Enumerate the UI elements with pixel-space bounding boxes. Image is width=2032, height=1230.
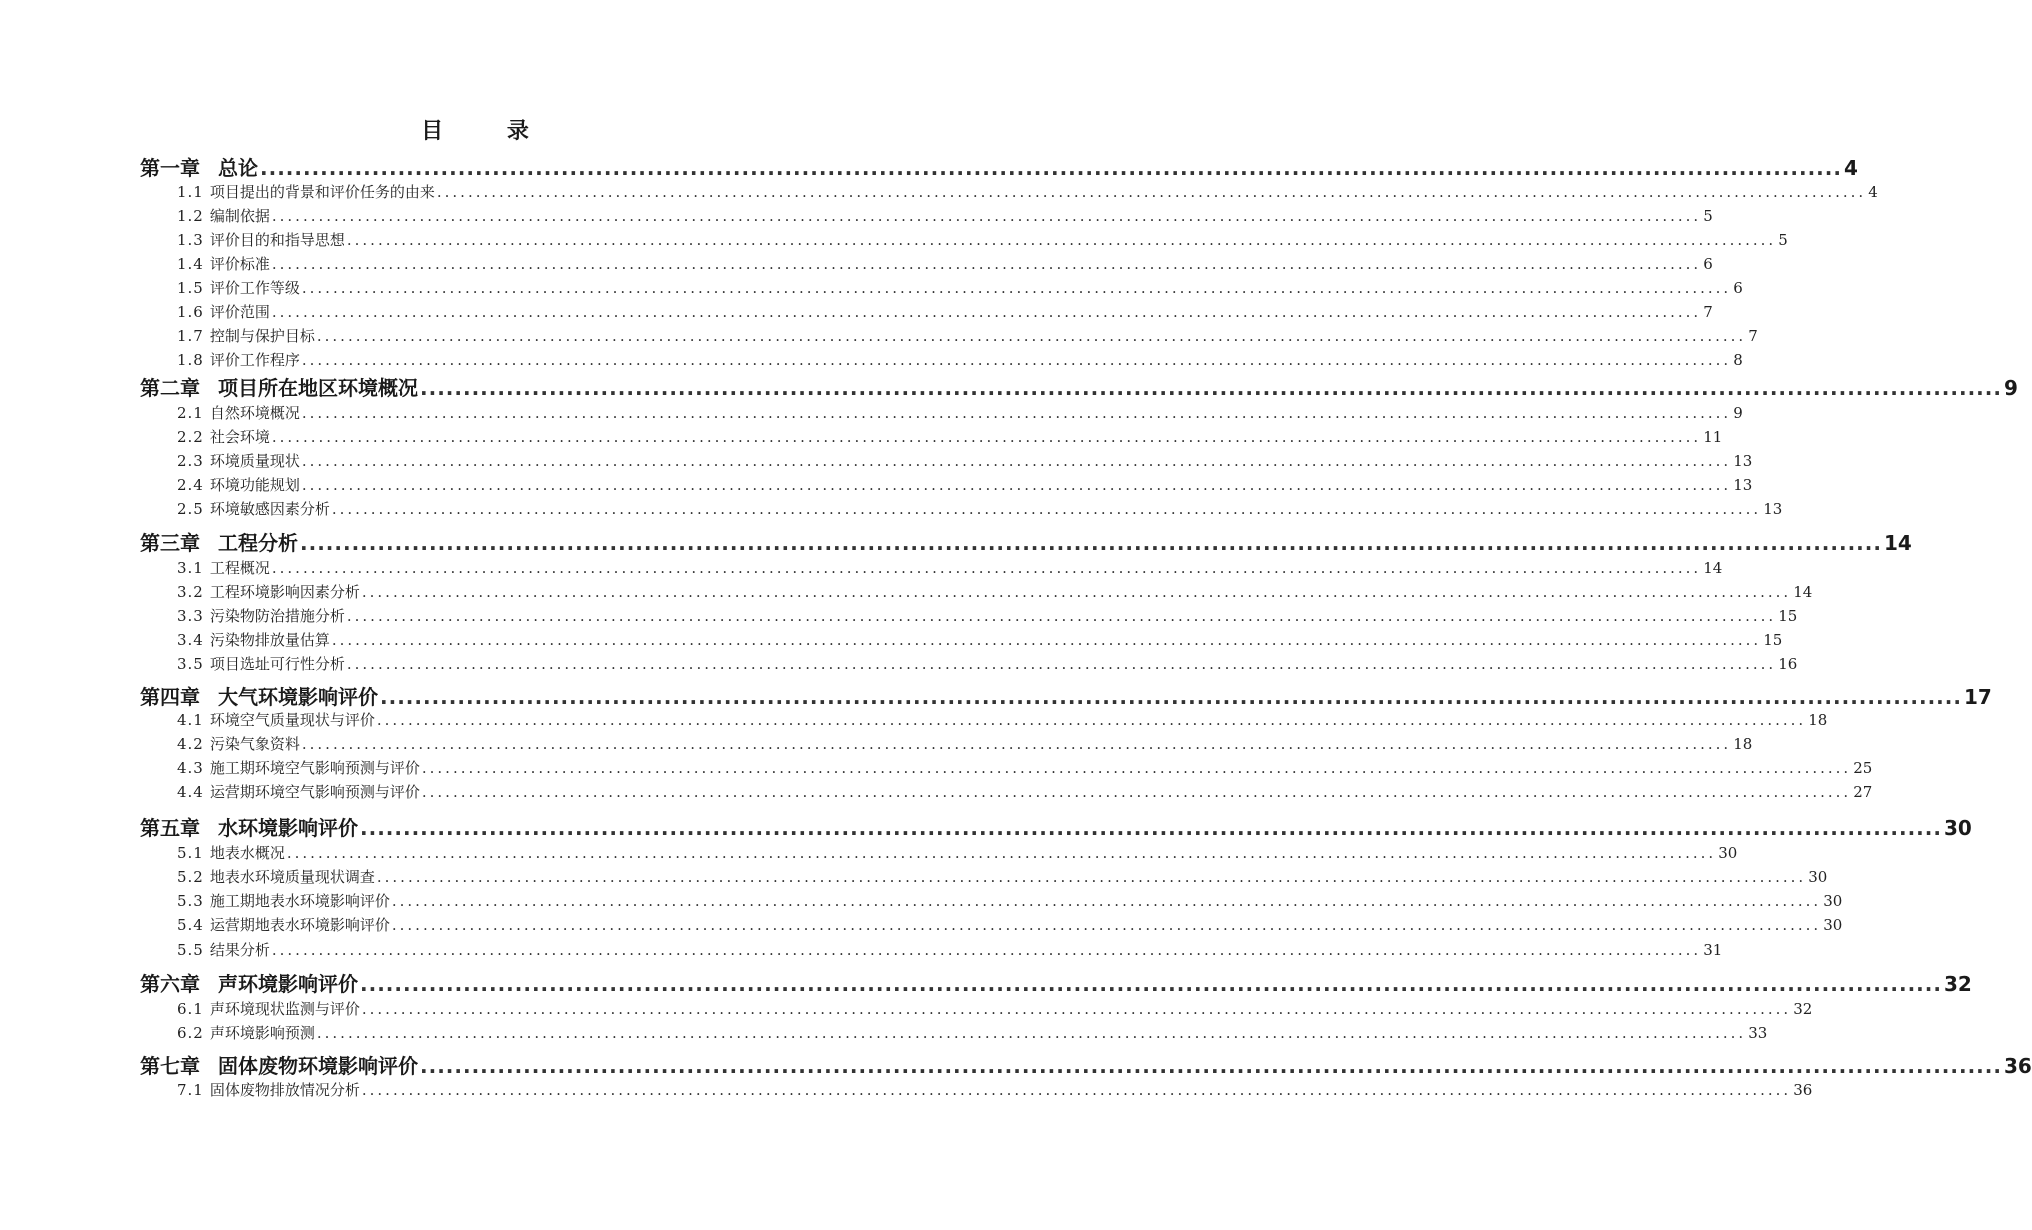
toc-dot-leader: ........................................................................................................................................................................................: [301, 404, 1732, 422]
toc-page-number: 18: [1808, 711, 1828, 729]
toc-dot-leader: ........................................................................................................................................................................................: [271, 941, 1702, 959]
toc-entry-title: 污染物排放量估算: [209, 631, 330, 649]
toc-page-number: 30: [1823, 892, 1843, 910]
toc-entry-number: 1.5: [177, 279, 204, 297]
toc-dot-leader: ........................................................................................................................................................................................: [316, 1024, 1747, 1042]
toc-page-number: 14: [1883, 531, 1912, 555]
toc-entry-title: 环境质量现状: [209, 452, 300, 470]
toc-dot-leader: ........................................................................................................................................................................................: [420, 376, 2002, 400]
toc-dot-leader: ........................................................................................................................................................................................: [361, 583, 1792, 601]
toc-page-number: 9: [2003, 376, 2018, 400]
toc-dot-leader: ........................................................................................................................................................................................: [346, 655, 1777, 673]
toc-entry-number: 1.2: [177, 207, 204, 225]
toc-page-number: 18: [1733, 735, 1753, 753]
toc-section-entry: [177, 301, 1713, 323]
toc-section-entry: [177, 557, 1723, 579]
toc-entry-title: 固体废物环境影响评价: [218, 1054, 418, 1078]
toc-entry-number: 3.1: [177, 559, 204, 577]
toc-entry-number: 1.6: [177, 303, 204, 321]
toc-section-entry: [177, 450, 1753, 472]
toc-entry-title: 污染物防治措施分析: [209, 607, 345, 625]
toc-section-entry: [177, 866, 1828, 888]
toc-entry-title: 环境空气质量现状与评价: [209, 711, 375, 729]
toc-dot-leader: ........................................................................................................................................................................................: [420, 1054, 2002, 1078]
toc-entry-number: 1.8: [177, 351, 204, 369]
toc-entry-number: 第一章: [140, 156, 200, 180]
toc-entry-number: 第七章: [140, 1054, 200, 1078]
toc-section-entry: [177, 181, 1878, 203]
toc-section-entry: [177, 605, 1798, 627]
toc-entry-title: 固体废物排放情况分析: [209, 1081, 360, 1099]
toc-dot-leader: ........................................................................................................................................................................................: [360, 816, 1942, 840]
toc-dot-leader: ........................................................................................................................................................................................: [300, 531, 1882, 555]
toc-entry-title: 污染气象资料: [209, 735, 300, 753]
toc-entry-number: 7.1: [177, 1081, 204, 1099]
toc-page-number: 13: [1733, 452, 1753, 470]
toc-section-entry: [177, 757, 1873, 779]
toc-dot-leader: ........................................................................................................................................................................................: [301, 279, 1732, 297]
toc-dot-leader: ........................................................................................................................................................................................: [361, 1081, 1792, 1099]
toc-page-number: 30: [1943, 816, 1972, 840]
toc-section-entry: [177, 253, 1713, 275]
toc-entry-number: 第五章: [140, 816, 200, 840]
toc-entry-title: 工程分析: [218, 531, 298, 555]
toc-dot-leader: ........................................................................................................................................................................................: [301, 735, 1732, 753]
toc-entry-title: 声环境现状监测与评价: [209, 1000, 360, 1018]
toc-entry-number: 3.3: [177, 607, 204, 625]
toc-chapter-entry: [140, 684, 1992, 710]
toc-entry-title: 声环境影响评价: [218, 972, 358, 996]
toc-dot-leader: ........................................................................................................................................................................................: [346, 607, 1777, 625]
toc-page-number: 13: [1733, 476, 1753, 494]
toc-entry-title: 声环境影响预测: [209, 1024, 315, 1042]
toc-dot-leader: ........................................................................................................................................................................................: [346, 231, 1777, 249]
toc-entry-title: 施工期地表水环境影响评价: [209, 892, 390, 910]
toc-dot-leader: ........................................................................................................................................................................................: [316, 327, 1747, 345]
toc-section-entry: [177, 709, 1828, 731]
toc-entry-number: 2.3: [177, 452, 204, 470]
toc-section-entry: [177, 581, 1813, 603]
toc-entry-number: 1.1: [177, 183, 204, 201]
toc-chapter-entry: [140, 530, 1912, 556]
toc-section-entry: [177, 781, 1873, 803]
toc-page-number: 17: [1963, 685, 1992, 709]
toc-entry-number: 4.1: [177, 711, 204, 729]
toc-entry-title: 运营期环境空气影响预测与评价: [209, 783, 420, 801]
toc-page-number: 30: [1808, 868, 1828, 886]
toc-page-number: 8: [1733, 351, 1743, 369]
toc-entry-title: 评价标准: [209, 255, 270, 273]
toc-page-number: 11: [1703, 428, 1723, 446]
toc-chapter-entry: [140, 155, 1858, 181]
toc-section-entry: [177, 733, 1753, 755]
toc-dot-leader: ........................................................................................................................................................................................: [360, 972, 1942, 996]
toc-entry-number: 6.2: [177, 1024, 204, 1042]
toc-entry-number: 4.2: [177, 735, 204, 753]
toc-section-entry: [177, 205, 1713, 227]
toc-entry-number: 第二章: [140, 376, 200, 400]
toc-dot-leader: ........................................................................................................................................................................................: [376, 868, 1807, 886]
toc-dot-leader: ........................................................................................................................................................................................: [331, 631, 1762, 649]
toc-entry-number: 6.1: [177, 1000, 204, 1018]
toc-entry-title: 环境功能规划: [209, 476, 300, 494]
toc-dot-leader: ........................................................................................................................................................................................: [271, 428, 1702, 446]
toc-page-number: 4: [1843, 156, 1858, 180]
toc-section-entry: [177, 474, 1753, 496]
toc-dot-leader: ........................................................................................................................................................................................: [436, 183, 1867, 201]
toc-page-number: 14: [1793, 583, 1813, 601]
toc-entry-number: 3.5: [177, 655, 204, 673]
toc-page-number: 30: [1718, 844, 1738, 862]
toc-entry-title: 环境敏感因素分析: [209, 500, 330, 518]
toc-dot-leader: ........................................................................................................................................................................................: [380, 685, 1962, 709]
toc-entry-title: 评价范围: [209, 303, 270, 321]
toc-section-entry: [177, 277, 1743, 299]
toc-entry-number: 4.4: [177, 783, 204, 801]
toc-entry-title: 项目选址可行性分析: [209, 655, 345, 673]
toc-entry-title: 自然环境概况: [209, 404, 300, 422]
toc-page-number: 32: [1793, 1000, 1813, 1018]
toc-dot-leader: ........................................................................................................................................................................................: [271, 255, 1702, 273]
toc-page-number: 15: [1763, 631, 1783, 649]
toc-entry-number: 第三章: [140, 531, 200, 555]
toc-entry-number: 5.5: [177, 941, 204, 959]
toc-section-entry: [177, 939, 1723, 961]
toc-page-number: 15: [1778, 607, 1798, 625]
toc-entry-title: 工程概况: [209, 559, 270, 577]
toc-entry-number: 1.4: [177, 255, 204, 273]
toc-entry-title: 结果分析: [209, 941, 270, 959]
toc-entry-number: 1.3: [177, 231, 204, 249]
toc-page-number: 6: [1733, 279, 1743, 297]
toc-dot-leader: ........................................................................................................................................................................................: [286, 844, 1717, 862]
toc-entry-title: 社会环境: [209, 428, 270, 446]
toc-page-number: 25: [1853, 759, 1873, 777]
toc-dot-leader: ........................................................................................................................................................................................: [391, 916, 1822, 934]
toc-chapter-entry: [140, 971, 1972, 997]
toc-entry-title: 控制与保护目标: [209, 327, 315, 345]
toc-entry-title: 评价目的和指导思想: [209, 231, 345, 249]
toc-section-entry: [177, 426, 1723, 448]
toc-entry-title: 总论: [218, 156, 258, 180]
toc-chapter-entry: [140, 815, 1972, 841]
toc-entry-number: 2.1: [177, 404, 204, 422]
toc-entry-number: 2.4: [177, 476, 204, 494]
toc-page-number: 4: [1868, 183, 1878, 201]
toc-page-number: 33: [1748, 1024, 1768, 1042]
toc-entry-title: 项目所在地区环境概况: [218, 376, 418, 400]
toc-section-entry: [177, 349, 1743, 371]
toc-dot-leader: ........................................................................................................................................................................................: [421, 783, 1852, 801]
toc-page-number: 30: [1823, 916, 1843, 934]
toc-dot-leader: ........................................................................................................................................................................................: [301, 351, 1732, 369]
toc-dot-leader: ........................................................................................................................................................................................: [391, 892, 1822, 910]
toc-dot-leader: ........................................................................................................................................................................................: [301, 452, 1732, 470]
toc-section-entry: [177, 890, 1843, 912]
toc-dot-leader: ........................................................................................................................................................................................: [271, 207, 1702, 225]
toc-section-entry: [177, 229, 1788, 251]
toc-entry-number: 第六章: [140, 972, 200, 996]
toc-page-number: 6: [1703, 255, 1713, 273]
toc-entry-number: 5.4: [177, 916, 204, 934]
toc-section-entry: [177, 998, 1813, 1020]
toc-entry-number: 第四章: [140, 685, 200, 709]
toc-section-entry: [177, 325, 1758, 347]
toc-entry-title: 评价工作程序: [209, 351, 300, 369]
toc-dot-leader: ........................................................................................................................................................................................: [271, 559, 1702, 577]
toc-section-entry: [177, 1079, 1813, 1101]
toc-entry-number: 5.3: [177, 892, 204, 910]
toc-dot-leader: ........................................................................................................................................................................................: [361, 1000, 1792, 1018]
toc-page-number: 36: [1793, 1081, 1813, 1099]
toc-entry-title: 评价工作等级: [209, 279, 300, 297]
toc-page-number: 14: [1703, 559, 1723, 577]
toc-entry-title: 地表水概况: [209, 844, 285, 862]
toc-page-number: 13: [1763, 500, 1783, 518]
toc-entry-title: 工程环境影响因素分析: [209, 583, 360, 601]
toc-dot-leader: ........................................................................................................................................................................................: [376, 711, 1807, 729]
toc-section-entry: [177, 1022, 1768, 1044]
toc-section-entry: [177, 842, 1738, 864]
toc-chapter-entry: [140, 1053, 2032, 1079]
toc-title: 目 录: [421, 119, 557, 144]
toc-chapter-entry: [140, 375, 2018, 401]
toc-entry-number: 2.5: [177, 500, 204, 518]
toc-section-entry: [177, 653, 1798, 675]
toc-entry-number: 3.2: [177, 583, 204, 601]
toc-page-number: 16: [1778, 655, 1798, 673]
toc-entry-title: 水环境影响评价: [218, 816, 358, 840]
toc-section-entry: [177, 498, 1783, 520]
toc-entry-title: 施工期环境空气影响预测与评价: [209, 759, 420, 777]
toc-dot-leader: ........................................................................................................................................................................................: [301, 476, 1732, 494]
toc-dot-leader: ........................................................................................................................................................................................: [271, 303, 1702, 321]
toc-dot-leader: ........................................................................................................................................................................................: [331, 500, 1762, 518]
toc-page-number: 5: [1703, 207, 1713, 225]
toc-entry-title: 地表水环境质量现状调查: [209, 868, 375, 886]
toc-entry-number: 5.1: [177, 844, 204, 862]
toc-section-entry: [177, 914, 1843, 936]
toc-dot-leader: ........................................................................................................................................................................................: [421, 759, 1852, 777]
toc-entry-number: 2.2: [177, 428, 204, 446]
toc-page-number: 32: [1943, 972, 1972, 996]
toc-entry-number: 1.7: [177, 327, 204, 345]
toc-entry-number: 5.2: [177, 868, 204, 886]
toc-entry-title: 运营期地表水环境影响评价: [209, 916, 390, 934]
toc-entry-number: 4.3: [177, 759, 204, 777]
toc-page-number: 31: [1703, 941, 1723, 959]
toc-page-number: 9: [1733, 404, 1743, 422]
toc-page-number: 7: [1748, 327, 1758, 345]
toc-entry-title: 项目提出的背景和评价任务的由来: [209, 183, 435, 201]
toc-entry-title: 编制依据: [209, 207, 270, 225]
toc-entry-number: 3.4: [177, 631, 204, 649]
toc-page-number: 7: [1703, 303, 1713, 321]
toc-page-number: 36: [2003, 1054, 2032, 1078]
toc-section-entry: [177, 629, 1783, 651]
toc-dot-leader: ........................................................................................................................................................................................: [260, 156, 1842, 180]
toc-section-entry: [177, 402, 1743, 424]
toc-entry-title: 大气环境影响评价: [218, 685, 378, 709]
toc-page-number: 27: [1853, 783, 1873, 801]
toc-page-number: 5: [1778, 231, 1788, 249]
